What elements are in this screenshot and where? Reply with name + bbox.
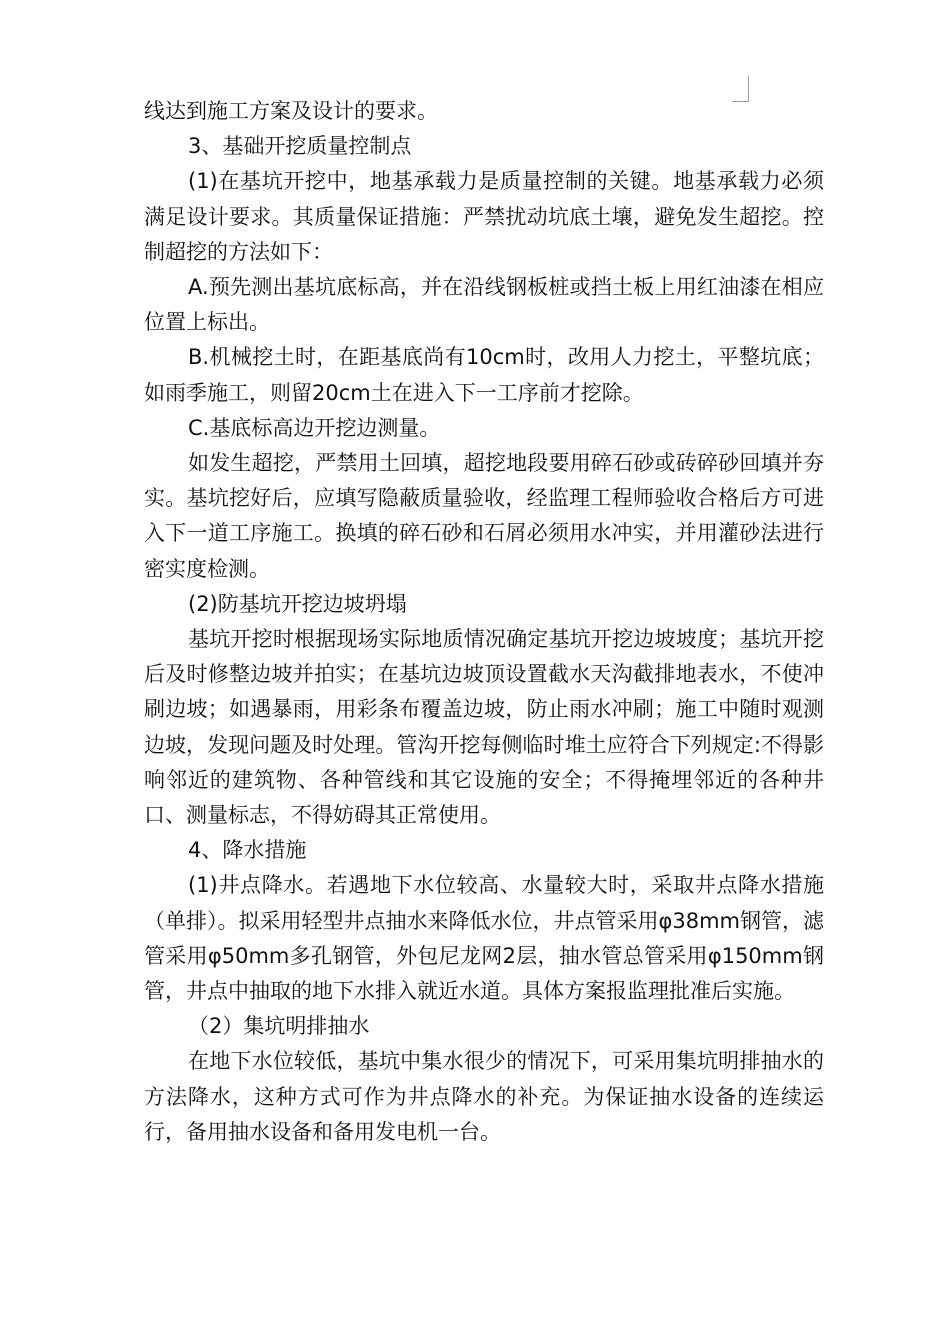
paragraph-item-a: A.预先测出基坑底标高，并在沿线钢板桩或挡土板上用红油漆在相应位置上标出。 — [144, 275, 824, 335]
document-body — [144, 94, 824, 1150]
paragraph-slope-measures: 基坑开挖时根据现场实际地质情况确定基坑开挖边坡坡度；基坑开挖后及时修整边坡并拍实；在基坑边坡顶设置截水天沟截排地表水，不使冲刷边坡；如遇暴雨，用彩条布覆盖边坡，防止雨水冲刷；施工中随时观测边坡，发现问题及时处理。管沟开挖每侧临时堆土应符合下列规定:不得影响邻近的建筑物、各种管线和其它设施的安全；不得掩埋邻近的各种井口、测量标志，不得妨碍其正常使用。 — [144, 627, 824, 828]
paragraph-continuation: 线达到施工方案及设计的要求。 — [144, 99, 438, 123]
subheading-slope-collapse: (2)防基坑开挖边坡坍塌 — [188, 591, 407, 616]
paragraph-sump-pumping: 在地下水位较低，基坑中集水很少的情况下，可采用集坑明排抽水的方法降水，这种方式可作为井点降水的补充。为保证抽水设备的连续运行，备用抽水设备和备用发电机一台。 — [144, 1049, 824, 1144]
paragraph-well-point-dewatering: (1)井点降水。若遇地下水位较高、水量较大时，采取井点降水措施（单排）。拟采用轻型井点抽水来降低水位，井点管采用φ38mm钢管，滤管采用φ50mm多孔钢管，外包尼龙网2层，抽水管总管采用φ150mm钢管，井点中抽取的地下水排入就近水道。具体方案报监理批准后实施。 — [144, 873, 824, 1004]
section-heading-dewatering: 4、降水措施 — [188, 838, 307, 863]
paragraph-bearing-capacity: (1)在基坑开挖中，地基承载力是质量控制的关键。地基承载力必须满足设计要求。其质量保证措施：严禁扰动坑底土壤，避免发生超挖。控制超挖的方法如下： — [144, 169, 824, 264]
section-heading-foundation-excavation: 3、基础开挖质量控制点 — [188, 134, 412, 159]
paragraph-item-b: B.机械挖土时，在距基底尚有10cm时，改用人力挖土，平整坑底；如雨季施工，则留20cm土在进入下一工序前才挖除。 — [144, 345, 824, 405]
paragraph-overexcavation: 如发生超挖，严禁用土回填，超挖地段要用碎石砂或砖碎砂回填并夯实。基坑挖好后，应填写隐蔽质量验收，经监理工程师验收合格后方可进入下一道工序施工。换填的碎石砂和石屑必须用水冲实，并用灌砂法进行密实度检测。 — [144, 451, 824, 581]
subheading-sump-pumping: （2）集坑明排抽水 — [188, 1014, 370, 1039]
paragraph-item-c: C.基底标高边开挖边测量。 — [188, 415, 441, 440]
